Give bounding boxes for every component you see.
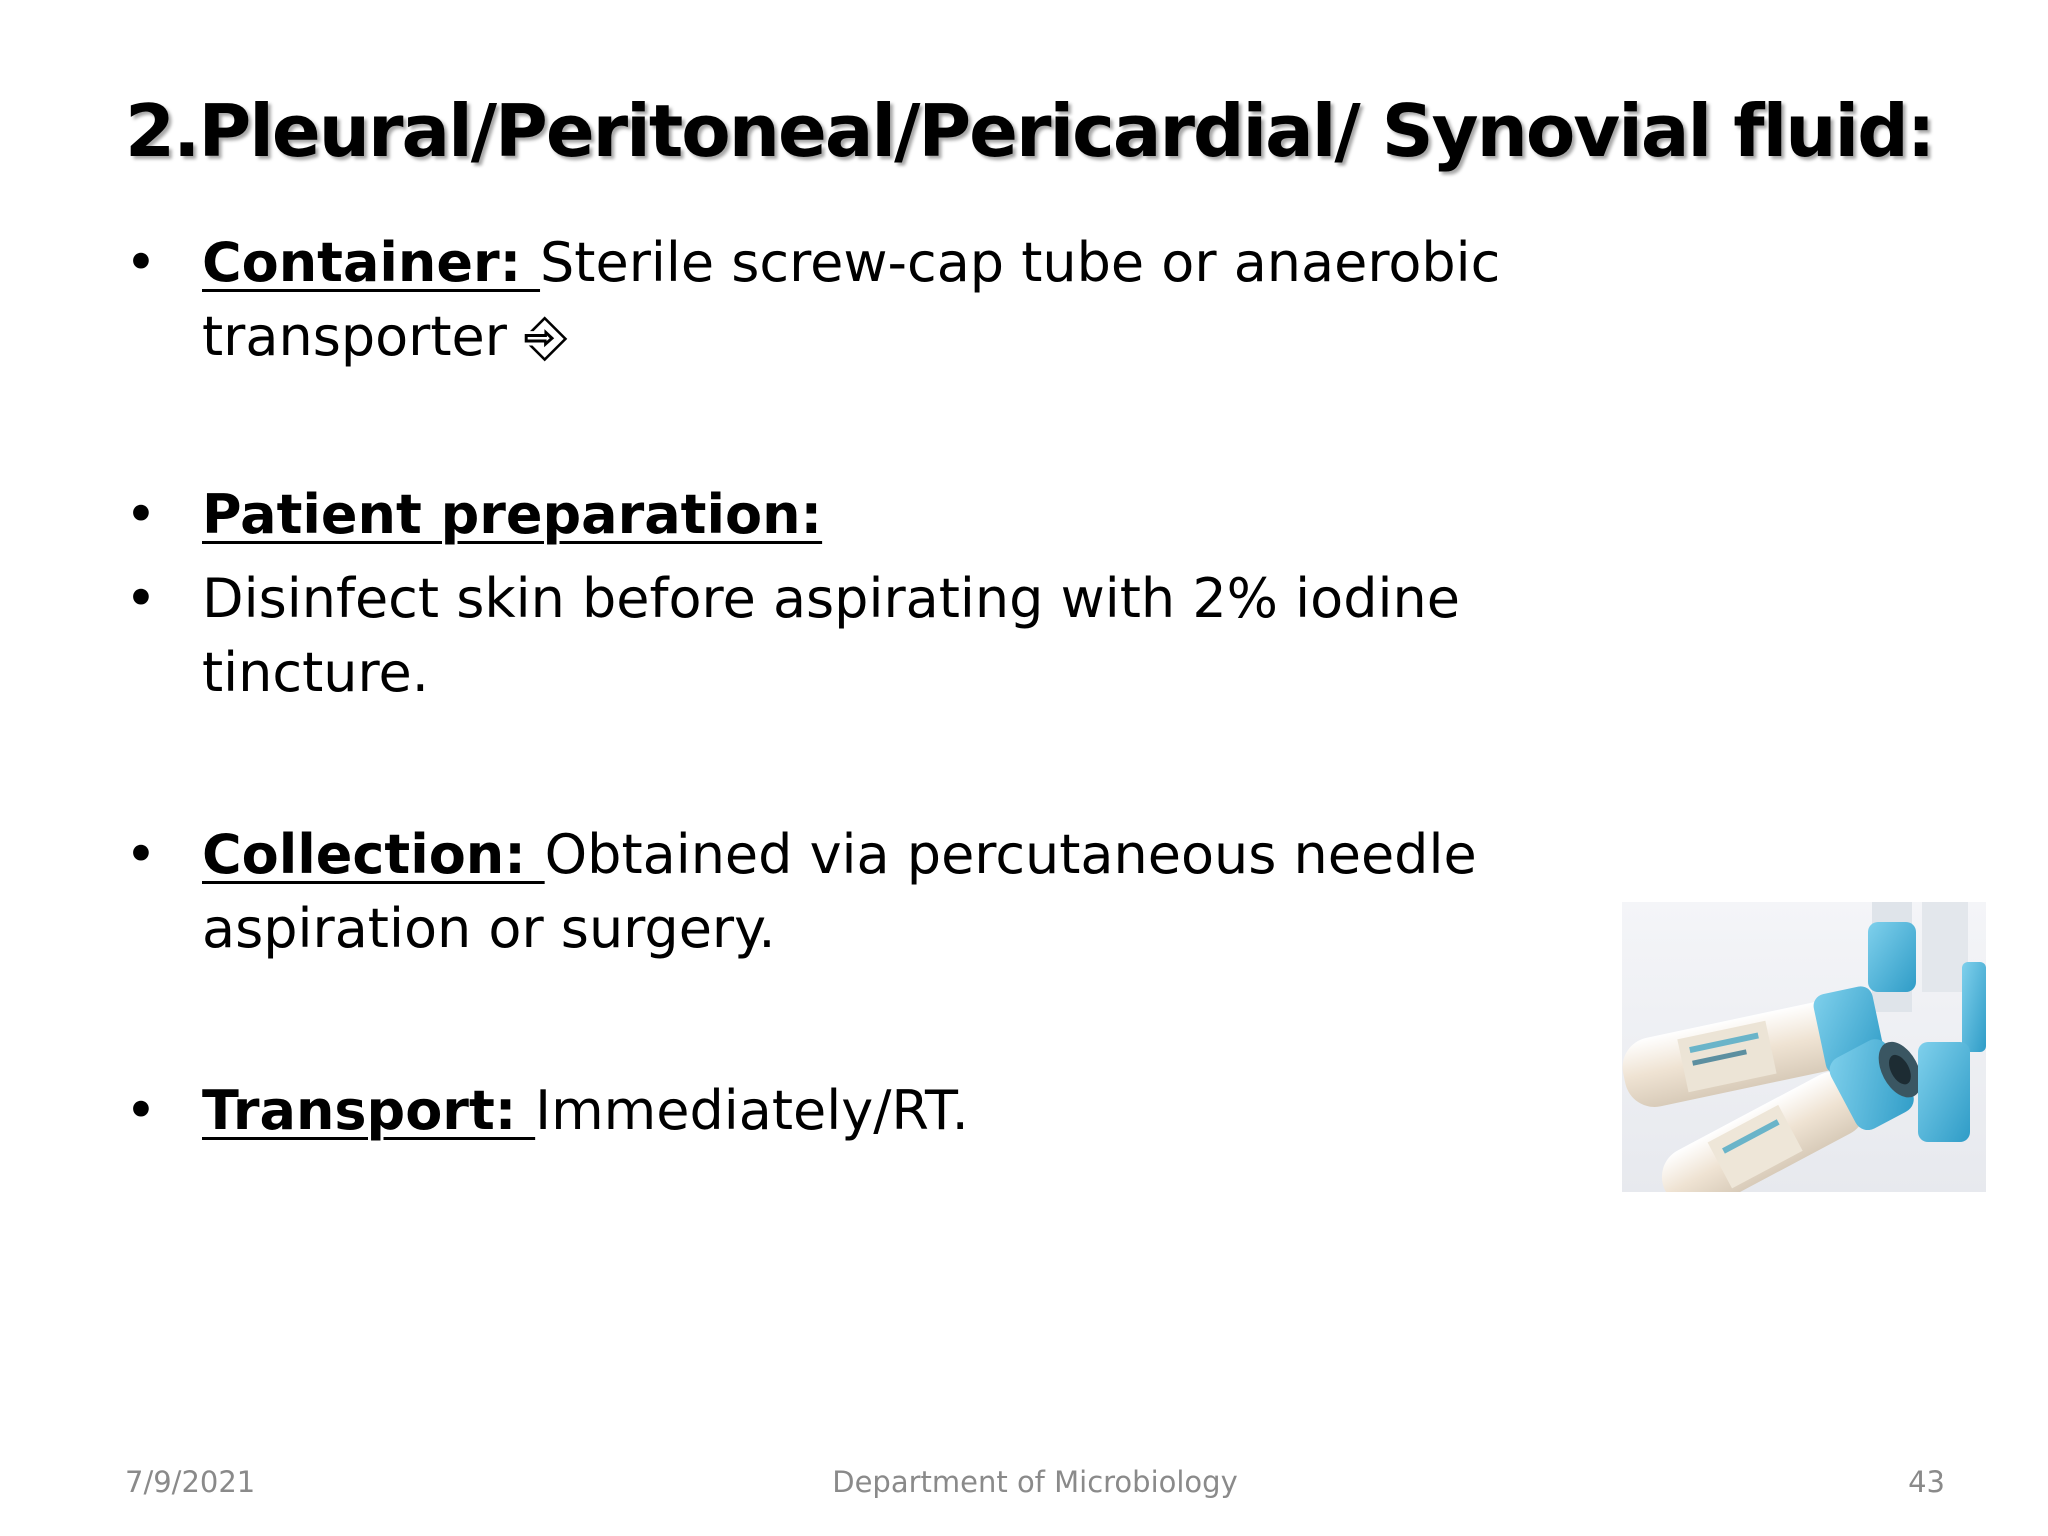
bullet-list [125,226,1525,1148]
bullet-term: Collection: [202,823,545,886]
footer-page-number: 43 [1908,1465,1945,1499]
bullet-dot: • [125,231,157,294]
bullet-text: Sterile screw-cap tube or anaerobic transporter ⎆ [202,231,1501,368]
bullet-text: Obtained via percutaneous needle aspiration or surgery. [202,823,1477,960]
bullet-dot: • [125,1079,157,1142]
bullet-disinfect [125,562,1525,710]
bullet-term: Transport: [202,1079,536,1142]
bullet-patient-preparation [125,478,1525,552]
bullet-text: Disinfect skin before aspirating with 2% iodine tincture. [202,567,1460,704]
bullet-term: Container: [202,231,541,294]
footer-department: Department of Microbiology [832,1465,1238,1499]
bullet-container [125,226,1525,374]
blood-collection-tubes-photo [1622,902,1986,1192]
footer-date: 7/9/2021 [125,1465,256,1499]
slide-title: 2.Pleural/Peritoneal/Pericardial/ Synovial fluid: [125,89,1934,173]
bullet-collection [125,818,1525,966]
bullet-text: Immediately/RT. [535,1079,969,1142]
bullet-term: Patient preparation: [202,483,823,546]
tubes-illustration [1622,902,1986,1192]
bullet-transport [125,1074,1525,1148]
bullet-dot: • [125,823,157,886]
bullet-dot: • [125,567,157,630]
bullet-dot: • [125,483,157,546]
